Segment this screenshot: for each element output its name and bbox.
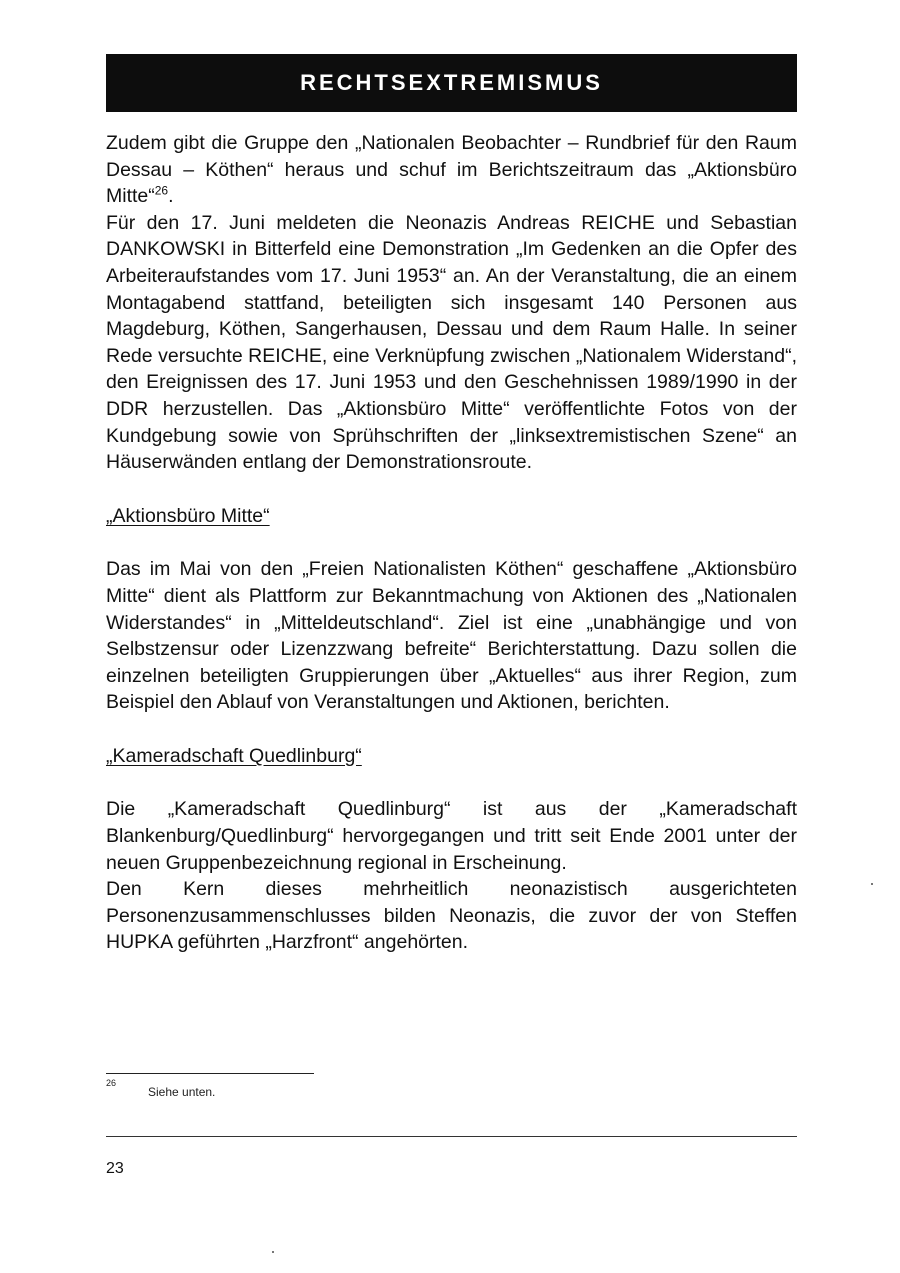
paragraph-intro-end: . <box>168 185 174 208</box>
footer-divider <box>106 1136 797 1137</box>
footnote-text: Siehe unten. <box>148 1085 216 1099</box>
scan-artifact <box>272 1251 274 1253</box>
document-body <box>106 130 797 956</box>
paragraph-demonstration: Für den 17. Juni meldeten die Neonazis Andreas REICHE und Sebastian DANKOWSKI in Bitterfeld eine Demonstration „Im Gedenken an die Opfer des Arbeiteraufstandes vom 17. Juni 1953“ an. An der Veranstaltung, die an einem Montagabend stattfand, beteiligten sich insgesamt 140 Personen aus Magdeburg, Köthen, Sangerhausen, Dessau und dem Raum Halle. In seiner Rede versuchte REICHE, eine Verknüpfung zwischen „Nationalem Widerstand“, den Ereignissen des 17. Juni 1953 und den Geschehnissen 1989/1990 in der DDR herzustellen. Das „Aktionsbüro Mitte“ veröffentlichte Fotos von der Kundgebung sowie von Sprühschriften der „linksextremistischen Szene“ an Häuserwänden entlang der Demonstrationsroute. <box>106 211 797 474</box>
heading-kameradschaft: „Kameradschaft Quedlinburg“ <box>106 744 362 767</box>
scan-artifact <box>871 883 873 885</box>
paragraph-kameradschaft-core: Den Kern dieses mehrheitlich neonazistisch ausgerichteten Personenzusammenschlusses bilden Neonazis, die zuvor der von Steffen HUPKA geführten „Harzfront“ angehörten. <box>106 878 797 954</box>
paragraph-kameradschaft-origin: Die „Kameradschaft Quedlinburg“ ist aus der „Kameradschaft Blankenburg/Quedlinburg“ hervorgegangen und tritt seit Ende 2001 unter der neuen Gruppenbezeichnung regional in Erscheinung. <box>106 798 797 874</box>
heading-aktionsbuero: „Aktionsbüro Mitte“ <box>106 504 270 527</box>
footnote-divider <box>106 1073 314 1074</box>
page-number: 23 <box>106 1160 124 1177</box>
paragraph-intro-text: Zudem gibt die Gruppe den „Nationalen Beobachter – Rundbrief für den Raum Dessau – Köthen“ heraus und schuf im Berichtszeitraum das „Aktionsbüro Mitte“ <box>106 132 797 208</box>
section-header <box>106 54 797 112</box>
footnote-number: 26 <box>106 1078 117 1088</box>
paragraph-aktionsbuero: Das im Mai von den „Freien Nationalisten Köthen“ geschaffene „Aktionsbüro Mitte“ dient als Plattform zur Bekanntmachung von Aktionen des „Nationalen Widerstandes“ in „Mitteldeutschland“. Ziel ist eine „unabhängige und von Selbstzensur oder Lizenzzwang befreite“ Berichterstattung. Dazu sollen die einzelnen beteiligten Gruppierungen über „Aktuelles“ aus ihrer Region, zum Beispiel den Ablauf von Veranstaltungen und Aktionen, berichten. <box>106 558 797 714</box>
footnote <box>106 1078 215 1099</box>
footnote-reference[interactable]: 26 <box>154 183 169 198</box>
section-title: RECHTSEXTREMISMUS <box>300 70 603 95</box>
paragraph-intro <box>106 130 797 210</box>
